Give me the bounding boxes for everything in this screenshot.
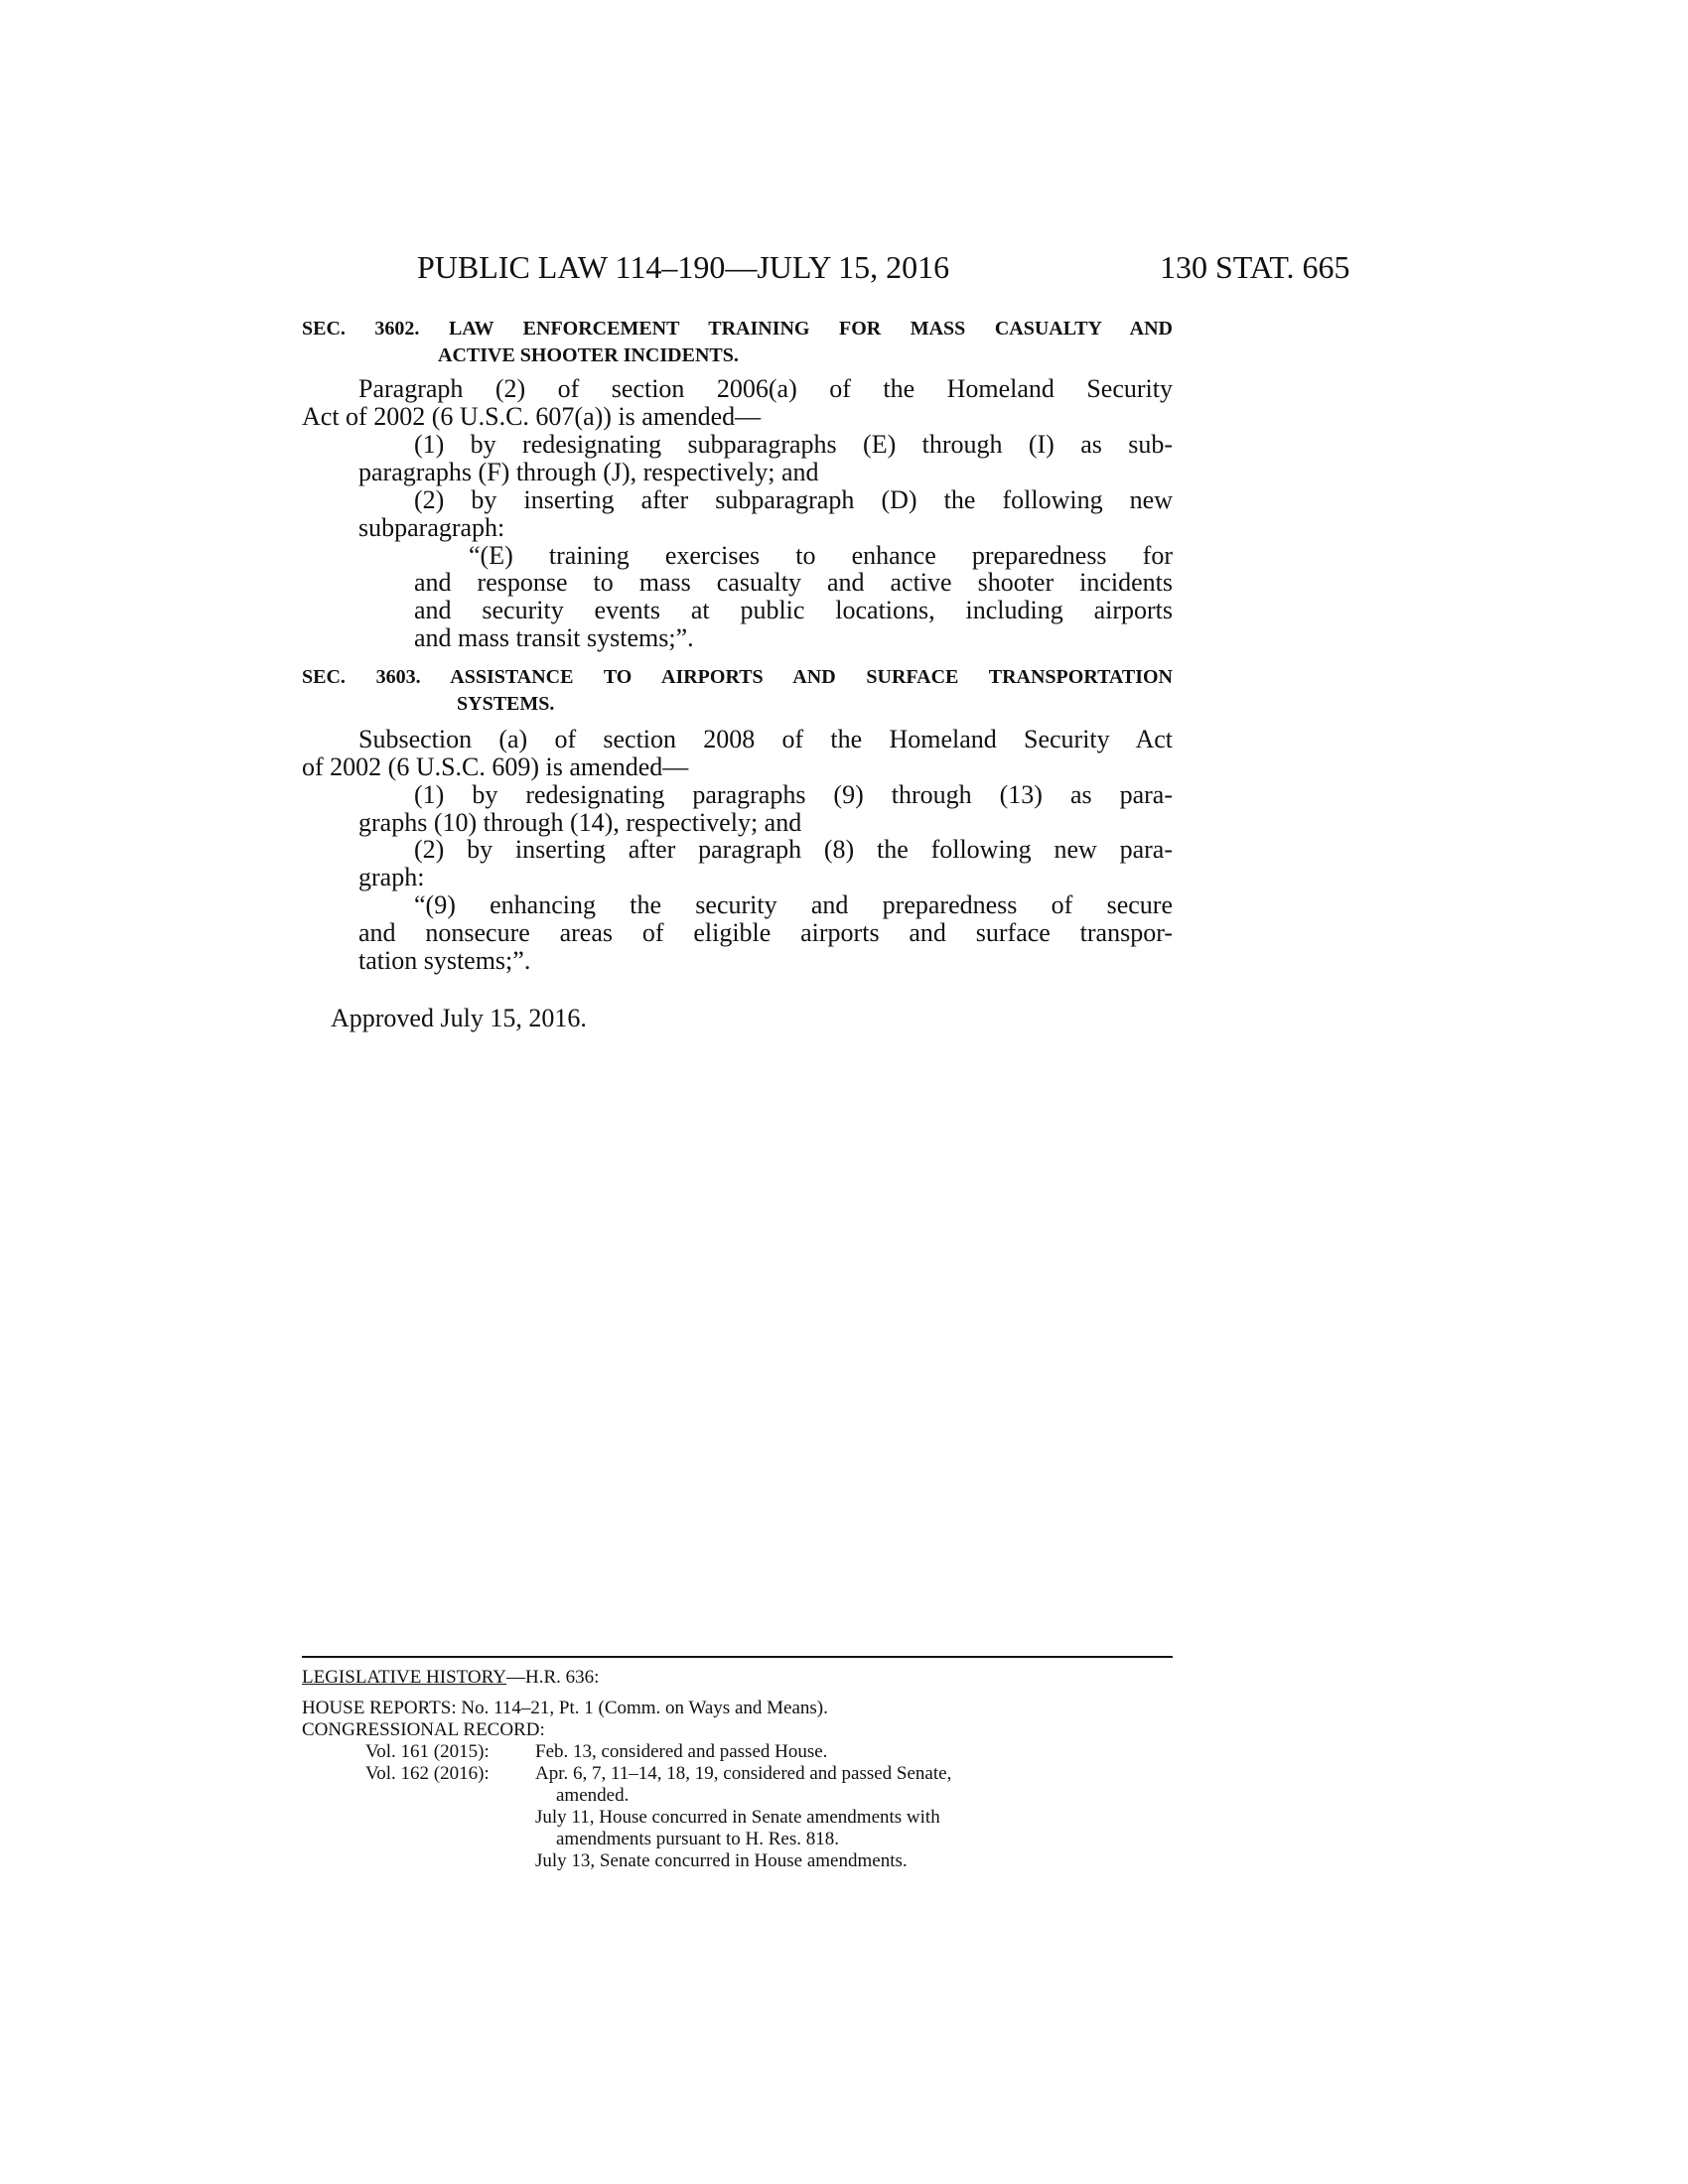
house-reports: HOUSE REPORTS: No. 114–21, Pt. 1 (Comm. on Ways and Means).	[302, 1698, 828, 1718]
congressional-record-heading: CONGRESSIONAL RECORD:	[302, 1719, 545, 1740]
section-3602-heading: SEC. 3602. LAW ENFORCEMENT TRAINING FOR MASS CASUALTY AND	[302, 318, 1173, 340]
stat-page-number: 130 STAT. 665	[1160, 249, 1350, 285]
vol-161-label: Vol. 161 (2015):	[365, 1741, 490, 1762]
body-line: “(E) training exercises to enhance preparedness for	[469, 541, 1173, 570]
body-line: tation systems;”.	[358, 946, 531, 975]
body-line: paragraphs (F) through (J), respectively; and	[358, 458, 819, 486]
vol-162-line: amended.	[556, 1785, 630, 1806]
body-line: and mass transit systems;”.	[414, 623, 694, 652]
body-line: and security events at public locations, including airports	[414, 596, 1173, 624]
footnote-divider	[302, 1656, 1173, 1658]
bill-number: —H.R. 636:	[506, 1667, 600, 1688]
section-3603-heading-cont: SYSTEMS.	[457, 693, 555, 715]
legislative-history-heading	[302, 1667, 599, 1689]
body-line: graph:	[358, 863, 425, 891]
body-line: (2) by inserting after subparagraph (D) the following new	[414, 485, 1173, 514]
body-line: Subsection (a) of section 2008 of the Homeland Security Act	[358, 725, 1173, 753]
body-line: and response to mass casualty and active shooter incidents	[414, 568, 1173, 597]
body-line: “(9) enhancing the security and preparedness of secure	[414, 890, 1173, 919]
approval-line: Approved July 15, 2016.	[331, 1004, 587, 1032]
vol-162-line: amendments pursuant to H. Res. 818.	[556, 1829, 839, 1849]
body-line: and nonsecure areas of eligible airports and surface transpor-	[358, 918, 1173, 947]
section-3602-heading-cont: ACTIVE SHOOTER INCIDENTS.	[438, 344, 739, 366]
body-line: of 2002 (6 U.S.C. 609) is amended—	[302, 752, 689, 781]
body-line: Act of 2002 (6 U.S.C. 607(a)) is amended—	[302, 402, 762, 431]
running-head-title: PUBLIC LAW 114–190—JULY 15, 2016	[417, 249, 950, 285]
body-line: (1) by redesignating subparagraphs (E) through (I) as sub-	[414, 430, 1173, 459]
body-line: subparagraph:	[358, 513, 505, 542]
body-line: (1) by redesignating paragraphs (9) through (13) as para-	[414, 780, 1173, 809]
vol-162-line: July 11, House concurred in Senate amendments with	[535, 1807, 940, 1828]
legislative-history-label: LEGISLATIVE HISTORY	[302, 1667, 507, 1688]
body-line: graphs (10) through (14), respectively; and	[358, 808, 802, 837]
vol-162-line: July 13, Senate concurred in House amendments.	[535, 1850, 908, 1871]
section-3603-heading: SEC. 3603. ASSISTANCE TO AIRPORTS AND SURFACE TRANSPORTATION	[302, 666, 1173, 688]
vol-161-text: Feb. 13, considered and passed House.	[535, 1741, 828, 1762]
body-line: Paragraph (2) of section 2006(a) of the Homeland Security	[358, 374, 1173, 403]
vol-162-line: Apr. 6, 7, 11–14, 18, 19, considered and passed Senate,	[535, 1763, 952, 1784]
vol-162-label: Vol. 162 (2016):	[365, 1763, 490, 1784]
body-line: (2) by inserting after paragraph (8) the following new para-	[414, 835, 1173, 864]
